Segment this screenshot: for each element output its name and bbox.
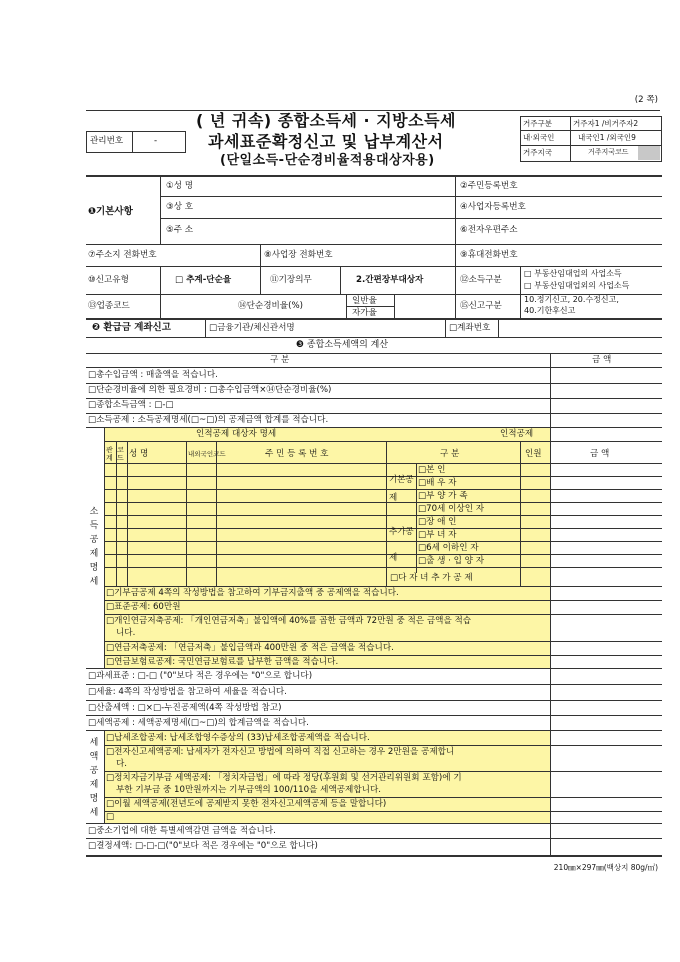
rate-general-label: 일반율 — [352, 296, 377, 306]
calc-row-total-revenue: □총수입금액 : 매출액을 적습니다. — [88, 370, 218, 380]
income-type-label: ⑫소득구분 — [460, 275, 502, 285]
determined-tax: □결정세액: □-□-□("0"보다 적은 경우에는 "0"으로 합니다) — [88, 841, 318, 851]
pension-account-deduction: □연금저축공제: 「연금저축」불입금액과 400만원 중 적은 금액을 적습니다. — [106, 643, 394, 653]
calc-row-tax-credit: □세액공제 : 세액공제명세(□~□)의 합계금액을 적습니다. — [88, 718, 309, 728]
residency-value-2: 내국인1 /외국인9 — [578, 133, 636, 142]
standard-deduction: □표준공제: 60만원 — [106, 602, 181, 612]
simple-rate-label: ⑭단순경비율(%) — [238, 301, 303, 311]
residency-label-1: 거주구분 — [523, 119, 552, 128]
report-type-value[interactable]: □ 추계-단순율 — [175, 275, 232, 285]
extra-deduction-label: 추가공제 — [389, 527, 414, 563]
pension-savings-deduction-cont: 니다. — [116, 628, 136, 638]
deduction-vertical-label: 소득공제명세 — [89, 507, 99, 587]
paper-spec-footer: 210㎜×297㎜(백상지 80g/㎡) — [553, 863, 658, 872]
deduction-detail-area — [104, 428, 550, 668]
calc-col-item: 구 분 — [270, 355, 290, 365]
extra-deduction-women: □부 녀 자 — [418, 530, 457, 540]
report-class-opt1: 10.정기신고, 20.수정신고, — [524, 295, 619, 304]
residency-value-3: 거주지국코드 — [588, 148, 629, 156]
report-type-label: ⑩신고유형 — [88, 275, 129, 285]
multi-child-deduction: □다 자 녀 추 가 공 제 — [390, 573, 473, 583]
calc-col-amount: 금 액 — [592, 355, 612, 365]
mobile-label: ⑨휴대전화번호 — [460, 250, 518, 260]
residency-value-1: 거주자1 /비거주자2 — [573, 119, 639, 128]
basic-deduction-dependents: □부 양 가 족 — [418, 491, 468, 501]
basic-deduction-label: 기본공제 — [389, 475, 414, 503]
calc-row-deduction: □소득공제 : 소득공제명세(□~□)의 공제금액 합계를 적습니다. — [88, 415, 329, 425]
personal-deduction-header: 인적공제 — [500, 429, 534, 439]
pension-savings-deduction: □개인연금저축공제: 「개인연금저축」불입액에 40%를 곱한 금액과 72만원 중 적은 금액을 적습 — [106, 616, 472, 626]
tax-union-credit: □납세조합공제: 납세조합영수증상의 (33)납세조합공제액을 적습니다. — [106, 733, 370, 743]
basic-deduction-spouse: □배 우 자 — [418, 478, 457, 488]
political-donation-credit: □정치자금기부금 세액공제: 「정치자금법」에 따라 정당(후원회 및 선거관리위원회 포함)에 기 — [106, 773, 462, 783]
calc-row-computed-tax: □산출세액 : □×□-누진공제액(4쪽 작성방법 참고) — [88, 703, 282, 713]
address-label: ⑤주 소 — [166, 225, 194, 235]
refund-account-label: ❷ 환급금 계좌신고 — [92, 322, 171, 333]
bookkeeping-value: 2.간편장부대상자 — [356, 275, 424, 285]
income-type-opt1[interactable]: □ 부동산임대업의 사업소득 — [524, 269, 622, 278]
calc-row-income: □종합소득금액 : □-□ — [88, 400, 174, 410]
industry-code-label: ⑬업종코드 — [88, 301, 130, 311]
e-filing-credit: □전자신고세액공제: 납세자가 전자신고 방법에 의하여 직접 신고하는 경우 2만원을 공제합니 — [106, 747, 455, 757]
page-label: (2 쪽) — [634, 95, 658, 105]
calc-heading: ❸ 종합소득세액의 계산 — [296, 340, 389, 350]
political-donation-credit-cont: 부한 기부금 중 10만원까지는 기부금액의 100/110을 세액공제합니다. — [116, 785, 381, 795]
basic-section-label: ❶기본사항 — [88, 206, 133, 217]
business-no-label: ④사업자등록번호 — [460, 202, 526, 212]
dependents-header: 인적공제 대상자 명세 — [196, 429, 277, 439]
e-filing-credit-cont: 다. — [116, 759, 128, 769]
resident-no-label: ②주민등록번호 — [460, 181, 518, 191]
form-title-line3: (단일소득-단순경비율적용대상자용) — [220, 153, 435, 168]
carryover-credit: □이월 세액공제(전년도에 공제받지 못한 전자신고세액공제 등을 말합니다) — [106, 799, 387, 809]
calc-row-tax-rate: □세율: 4쪽의 작성방법을 참고하여 세율을 적습니다. — [88, 687, 287, 697]
calc-row-expenses: □단순경비율에 의한 필요경비 : □총수입금액×⑭단순경비율(%) — [88, 385, 332, 395]
bank-name-label[interactable]: □금융기관/체신관서명 — [209, 323, 295, 333]
residency-label-2: 내·외국인 — [523, 133, 555, 142]
extra-deduction-elderly: □70세 이상인 자 — [418, 504, 485, 514]
dep-col-foreign: 내외국인코드 — [188, 450, 226, 458]
rate-self-label: 자가율 — [352, 308, 377, 318]
dep-col-relation: 관계 — [106, 446, 113, 462]
basic-deduction-self: □본 인 — [418, 465, 446, 475]
report-class-label: ⑮신고구분 — [460, 301, 502, 311]
residency-gray-cell — [638, 146, 660, 160]
dep-col-count: 인원 — [525, 449, 542, 459]
form-title-line2: 과세표준확정신고 및 납부계산서 — [208, 132, 444, 151]
donation-deduction: □기부금공제 4쪽의 작성방법을 참고하여 기부금지출액 중 공제액을 적습니다. — [106, 588, 399, 598]
tax-credit-vertical-label: 세액공제명세 — [89, 738, 99, 818]
dep-col-code: 코드 — [117, 446, 124, 462]
extra-deduction-disabled: □장 애 인 — [418, 517, 457, 527]
admin-no-label: 관리번호 — [90, 136, 124, 146]
form-title-line1: ( 년 귀속) 종합소득세 · 지방소득세 — [196, 111, 456, 130]
trade-name-label: ③상 호 — [166, 202, 194, 212]
dep-col-amount: 금 액 — [590, 449, 610, 459]
name-label: ①성 명 — [166, 181, 194, 191]
sme-tax-reduction: □중소기업에 대한 특별세액감면 금액을 적습니다. — [88, 826, 276, 836]
dep-col-name: 성 명 — [129, 449, 149, 459]
dep-col-rrn: 주 민 등 록 번 호 — [265, 449, 329, 459]
residency-label-3: 거주지국 — [523, 148, 552, 157]
report-class-opt2: 40.기한후신고 — [524, 306, 576, 315]
income-type-opt2[interactable]: □ 부동산임대업외의 사업소득 — [524, 281, 630, 290]
extra-deduction-birth: □출 생 · 입 양 자 — [418, 556, 485, 566]
email-label: ⑥전자우편주소 — [460, 225, 518, 235]
home-phone-label: ⑦주소지 전화번호 — [88, 250, 157, 260]
calc-row-tax-base: □과세표준 : □-□ ("0"보다 적은 경우에는 "0"으로 합니다) — [88, 671, 313, 681]
account-no-label[interactable]: □계좌번호 — [449, 323, 491, 333]
dep-col-kind: 구 분 — [440, 449, 460, 459]
extra-deduction-child: □6세 이하인 자 — [418, 543, 479, 553]
pension-insurance-deduction: □연금보험료공제: 국민연금보험료를 납부한 금액을 적습니다. — [106, 657, 339, 667]
admin-no-value: - — [154, 136, 158, 146]
other-credit: □ — [106, 812, 115, 822]
biz-phone-label: ⑧사업장 전화번호 — [264, 250, 333, 260]
bookkeeping-label: ⑪기장의무 — [270, 275, 312, 285]
